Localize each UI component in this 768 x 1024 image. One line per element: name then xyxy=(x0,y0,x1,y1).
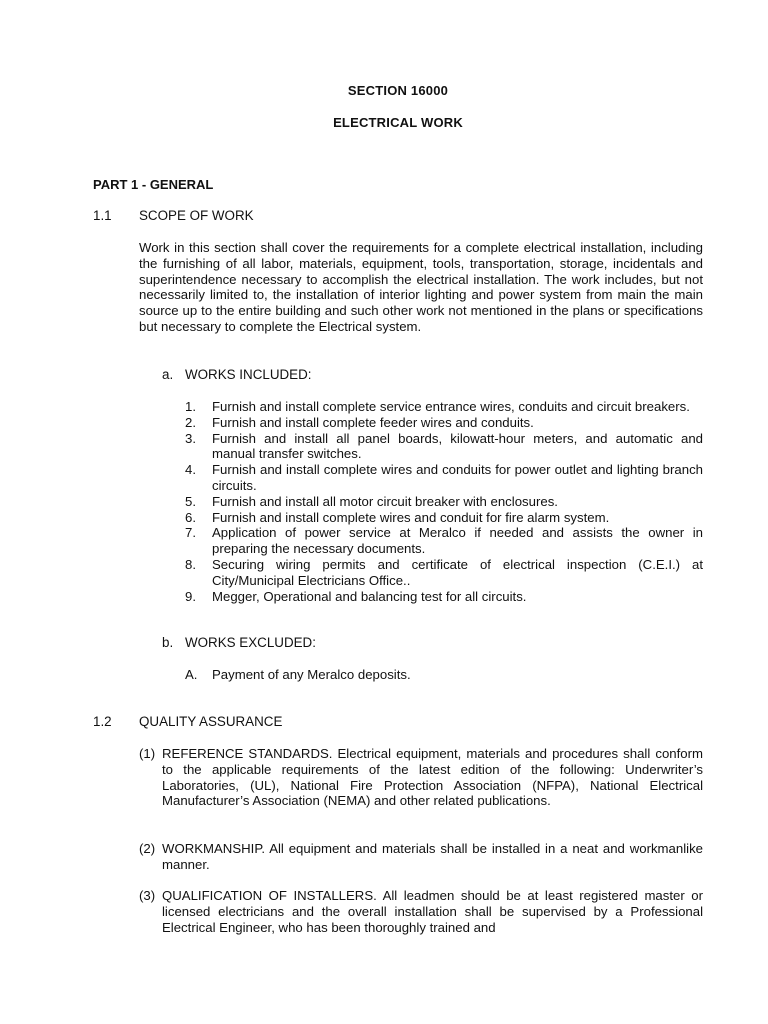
section-title: SECTION 16000 xyxy=(347,83,449,98)
sub-label: b. xyxy=(162,635,174,650)
qa-item-reference-standards xyxy=(139,746,703,809)
list-item xyxy=(185,589,703,605)
qa-text: QUALIFICATION OF INSTALLERS. All leadmen should be at least registered master or licensed electricians and the overall installation shall be supervised by a Professional Electrical Engineer, who has been thoroughly trained and xyxy=(162,888,703,935)
list-item xyxy=(185,462,703,494)
sub-label: a. xyxy=(162,367,174,382)
heading-title: QUALITY ASSURANCE xyxy=(139,714,283,729)
heading-number: 1.1 xyxy=(93,208,112,223)
item-number: 8. xyxy=(185,556,196,572)
item-number: 6. xyxy=(185,509,196,525)
qa-number: (3) xyxy=(139,888,156,903)
scope-paragraph: Work in this section shall cover the requirements for a complete electrical installation, including the furnishing of all labor, materials, equipment, tools, transportation, storage, incidentals and superintendence necessary to accomplish the electrical installation. The work includes, but not necessarily limited to, the installation of interior lighting and power system from main the main source up to the entire building and such other work not mentioned in the plans or specifications but necessary to complete the Electrical system. xyxy=(139,240,703,334)
qa-item-workmanship xyxy=(139,841,703,873)
list-item xyxy=(185,557,703,589)
list-item xyxy=(185,494,703,510)
item-text: Furnish and install all motor circuit breaker with enclosures. xyxy=(212,493,558,509)
item-number: 9. xyxy=(185,588,196,604)
item-text: Megger, Operational and balancing test for all circuits. xyxy=(212,588,527,604)
heading-quality-assurance xyxy=(93,714,282,729)
qa-number: (1) xyxy=(139,746,156,761)
qa-text: WORKMANSHIP. All equipment and materials shall be installed in a neat and workmanlike manner. xyxy=(162,841,703,872)
list-item xyxy=(185,415,703,431)
item-number: 7. xyxy=(185,525,196,541)
item-number: 4. xyxy=(185,462,196,478)
item-number: 5. xyxy=(185,493,196,509)
item-text: Furnish and install all panel boards, kilowatt-hour meters, and automatic and manual transfer switches. xyxy=(212,430,703,462)
excluded-item xyxy=(185,667,411,682)
heading-number: 1.2 xyxy=(93,714,112,729)
qa-number: (2) xyxy=(139,841,156,856)
item-number: 2. xyxy=(185,414,196,430)
works-included-list xyxy=(185,399,703,604)
item-text: Payment of any Meralco deposits. xyxy=(212,667,411,682)
item-number: 3. xyxy=(185,430,196,446)
list-item xyxy=(185,510,703,526)
section-name: ELECTRICAL WORK xyxy=(333,115,463,130)
works-included-heading xyxy=(162,367,311,382)
list-item xyxy=(185,431,703,463)
item-text: Furnish and install complete wires and conduits for power outlet and lighting branch circuits. xyxy=(212,462,703,493)
heading-title: SCOPE OF WORK xyxy=(139,208,254,223)
list-item xyxy=(185,525,703,557)
qa-text: REFERENCE STANDARDS. Electrical equipment, materials and procedures shall conform to the applicable requirements of the latest edition of the following: Underwriter’s Laboratories, (UL), National Fire Protection Association (NFPA), National Electrical Manufacturer’s Association (NEMA) and other related publications. xyxy=(162,746,703,809)
part-heading: PART 1 - GENERAL xyxy=(93,177,214,192)
sub-title: WORKS EXCLUDED: xyxy=(185,635,316,650)
heading-scope-of-work xyxy=(93,208,254,223)
item-text: Furnish and install complete service entrance wires, conduits and circuit breakers. xyxy=(212,399,690,414)
item-text: Furnish and install complete feeder wires and conduits. xyxy=(212,414,534,430)
item-text: Furnish and install complete wires and conduit for fire alarm system. xyxy=(212,509,610,525)
item-text: Securing wiring permits and certificate of electrical inspection (C.E.I.) at City/Municipal Electricians Office.. xyxy=(212,556,703,588)
works-excluded-heading xyxy=(162,635,316,650)
sub-title: WORKS INCLUDED: xyxy=(185,367,312,382)
item-number: 1. xyxy=(185,399,196,414)
item-number: A. xyxy=(185,667,198,682)
list-item xyxy=(185,399,703,415)
item-text: Application of power service at Meralco if needed and assists the owner in preparing the necessary documents. xyxy=(212,525,703,557)
qa-item-installers xyxy=(139,888,703,935)
